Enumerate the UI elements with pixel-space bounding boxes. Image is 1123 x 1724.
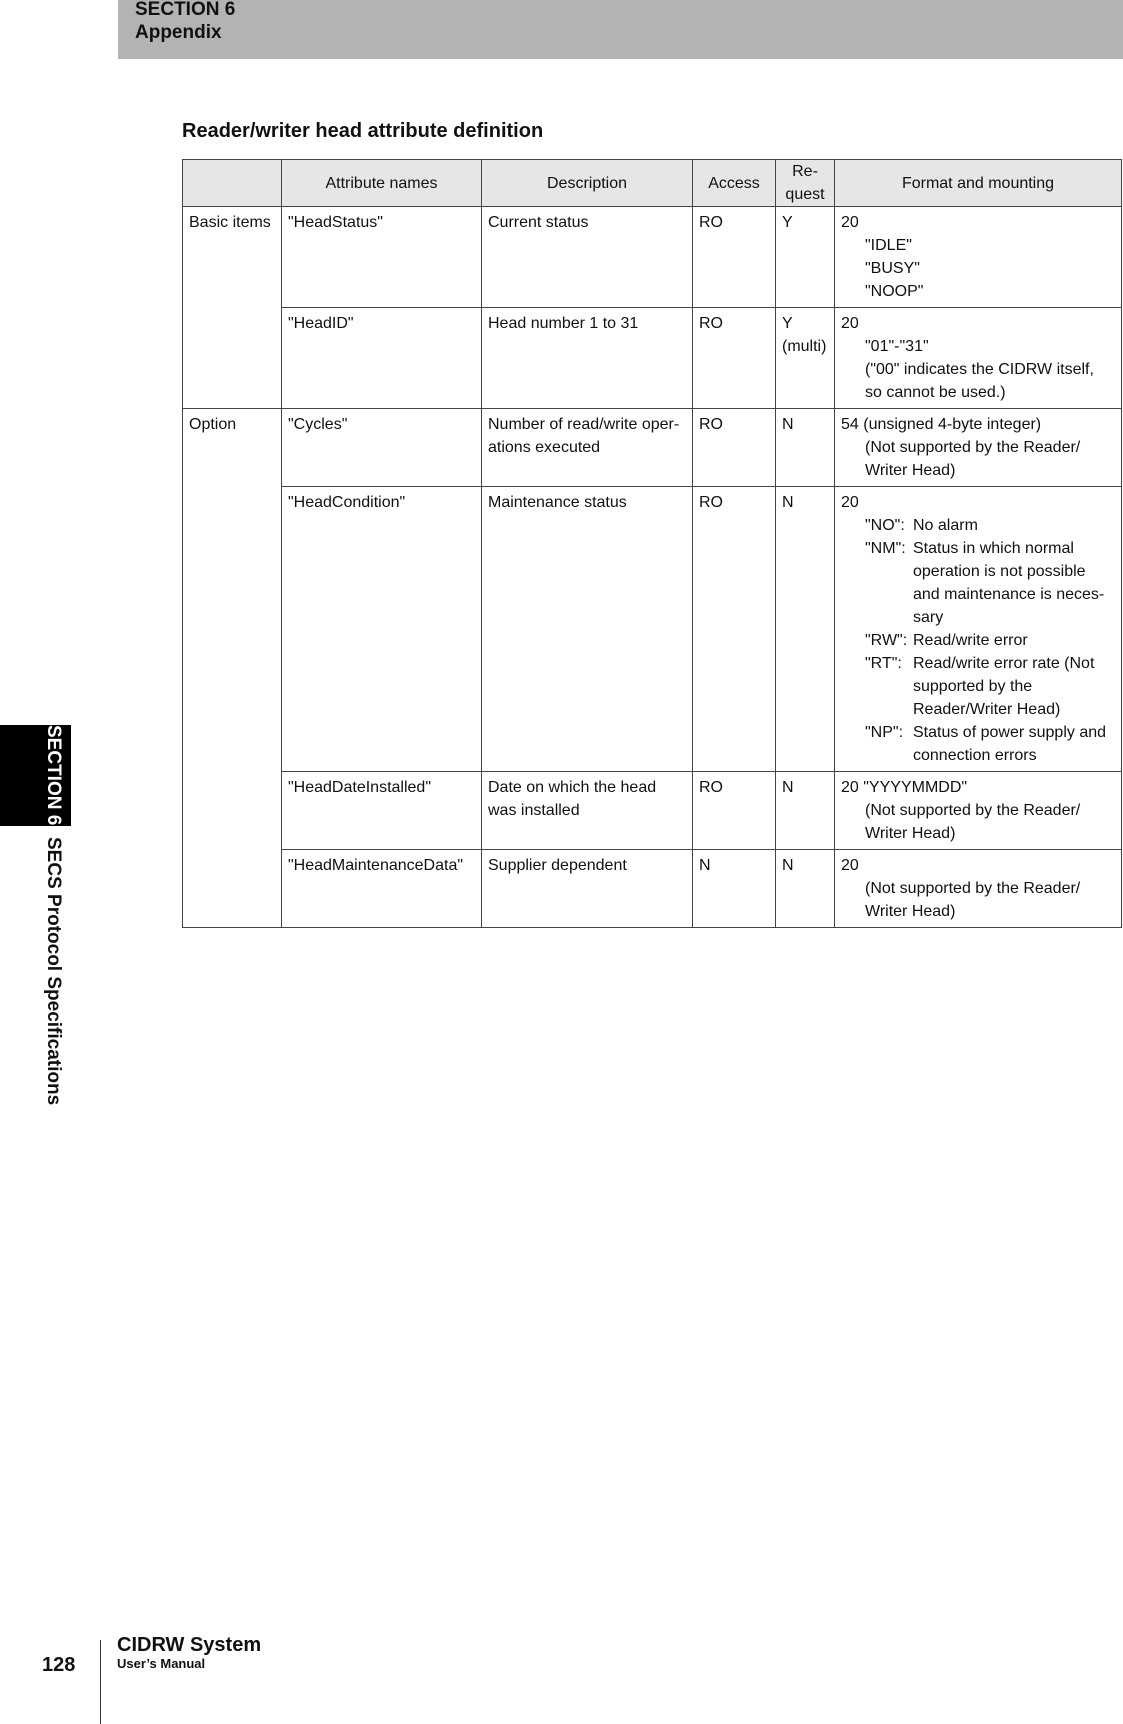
attr-name: "Cycles" bbox=[282, 409, 482, 487]
attr-request: N bbox=[776, 850, 835, 928]
footer-divider bbox=[100, 1640, 101, 1724]
attr-desc: Date on which the head was installed bbox=[482, 772, 693, 850]
attr-desc: Maintenance status bbox=[482, 487, 693, 772]
attr-request: N bbox=[776, 772, 835, 850]
table-row bbox=[183, 409, 1122, 487]
table-row bbox=[183, 207, 1122, 308]
attr-request: N bbox=[776, 487, 835, 772]
format-value: "NOOP" bbox=[865, 283, 924, 300]
format-value: (Not supported by the Reader/ Writer Head) bbox=[865, 880, 1081, 920]
status-meaning: Status of power supply and connection errors bbox=[913, 724, 1107, 764]
group-continuation bbox=[183, 850, 282, 928]
status-code: "RW": bbox=[865, 632, 908, 649]
header-section-number: SECTION 6 bbox=[135, 0, 236, 20]
attr-desc: Current status bbox=[482, 207, 693, 308]
format-code: 20 bbox=[841, 494, 859, 511]
format-code: 20 "YYYYMMDD" bbox=[841, 779, 968, 796]
attr-format bbox=[835, 487, 1122, 772]
format-code: 20 bbox=[841, 857, 859, 874]
col-header-format: Format and mounting bbox=[835, 160, 1122, 207]
col-header-access: Access bbox=[693, 160, 776, 207]
format-value: "BUSY" bbox=[865, 260, 920, 277]
page-number: 128 bbox=[42, 1654, 76, 1676]
format-value: "01"-"31" bbox=[865, 338, 929, 355]
status-code-entry bbox=[841, 652, 1115, 721]
attr-desc: Number of read/write oper-ations executed bbox=[482, 409, 693, 487]
status-code: "RT": bbox=[865, 655, 902, 672]
status-code: "NM": bbox=[865, 540, 906, 557]
table-row bbox=[183, 850, 1122, 928]
attr-access: RO bbox=[693, 409, 776, 487]
attr-request: Y (multi) bbox=[776, 308, 835, 409]
group-continuation bbox=[183, 772, 282, 850]
format-value: (Not supported by the Reader/ Writer Head) bbox=[865, 802, 1081, 842]
status-meaning: Read/write error bbox=[913, 632, 1028, 649]
attr-access: RO bbox=[693, 207, 776, 308]
col-header-request: Re- quest bbox=[776, 160, 835, 207]
attr-request: N bbox=[776, 409, 835, 487]
attr-format bbox=[835, 772, 1122, 850]
table-row bbox=[183, 308, 1122, 409]
format-value: "IDLE" bbox=[865, 237, 912, 254]
attr-name: "HeadStatus" bbox=[282, 207, 482, 308]
status-code-entry bbox=[841, 721, 1115, 767]
format-code: 20 bbox=[841, 315, 859, 332]
attr-name: "HeadMaintenanceData" bbox=[282, 850, 482, 928]
status-code: "NO": bbox=[865, 517, 905, 534]
col-header-attribute-names: Attribute names bbox=[282, 160, 482, 207]
side-tab-section: SECTION 6 bbox=[43, 725, 64, 826]
attr-desc: Supplier dependent bbox=[482, 850, 693, 928]
table-header-row bbox=[183, 160, 1122, 207]
group-continuation bbox=[183, 487, 282, 772]
table-row bbox=[183, 487, 1122, 772]
status-code: "NP": bbox=[865, 724, 904, 741]
group-option: Option bbox=[183, 409, 282, 487]
attribute-table bbox=[182, 159, 1122, 928]
attr-access: N bbox=[693, 850, 776, 928]
group-continuation bbox=[183, 308, 282, 409]
attr-name: "HeadCondition" bbox=[282, 487, 482, 772]
page-heading: Reader/writer head attribute definition bbox=[182, 120, 544, 142]
status-code-entry bbox=[841, 514, 1115, 537]
format-code: 20 bbox=[841, 214, 859, 231]
attr-format bbox=[835, 850, 1122, 928]
attr-name: "HeadID" bbox=[282, 308, 482, 409]
status-code-entry bbox=[841, 629, 1115, 652]
attr-format bbox=[835, 308, 1122, 409]
col-header-group bbox=[183, 160, 282, 207]
attr-access: RO bbox=[693, 772, 776, 850]
attr-desc: Head number 1 to 31 bbox=[482, 308, 693, 409]
header-section-title: Appendix bbox=[135, 22, 222, 43]
attr-request: Y bbox=[776, 207, 835, 308]
attr-access: RO bbox=[693, 487, 776, 772]
side-tab-title: SECS Protocol Specifications bbox=[43, 836, 64, 1105]
attr-access: RO bbox=[693, 308, 776, 409]
attr-format bbox=[835, 409, 1122, 487]
status-meaning: No alarm bbox=[913, 517, 978, 534]
format-code: 54 (unsigned 4-byte integer) bbox=[841, 416, 1042, 433]
group-basic-items: Basic items bbox=[183, 207, 282, 308]
format-value: ("00" indicates the CIDRW itself, so cannot be used.) bbox=[865, 361, 1094, 401]
status-code-entry bbox=[841, 537, 1115, 629]
document-title: CIDRW System bbox=[117, 1634, 262, 1656]
section-header-band bbox=[118, 0, 1123, 59]
document-subtitle: User’s Manual bbox=[117, 1656, 206, 1671]
format-value: (Not supported by the Reader/ Writer Head) bbox=[865, 439, 1081, 479]
status-meaning: Status in which normal operation is not possible and maintenance is neces-sary bbox=[913, 540, 1105, 626]
attr-format bbox=[835, 207, 1122, 308]
col-header-description: Description bbox=[482, 160, 693, 207]
table-row bbox=[183, 772, 1122, 850]
side-tab-text bbox=[42, 725, 64, 1105]
attr-name: "HeadDateInstalled" bbox=[282, 772, 482, 850]
status-meaning: Read/write error rate (Not supported by the Reader/Writer Head) bbox=[913, 655, 1095, 718]
